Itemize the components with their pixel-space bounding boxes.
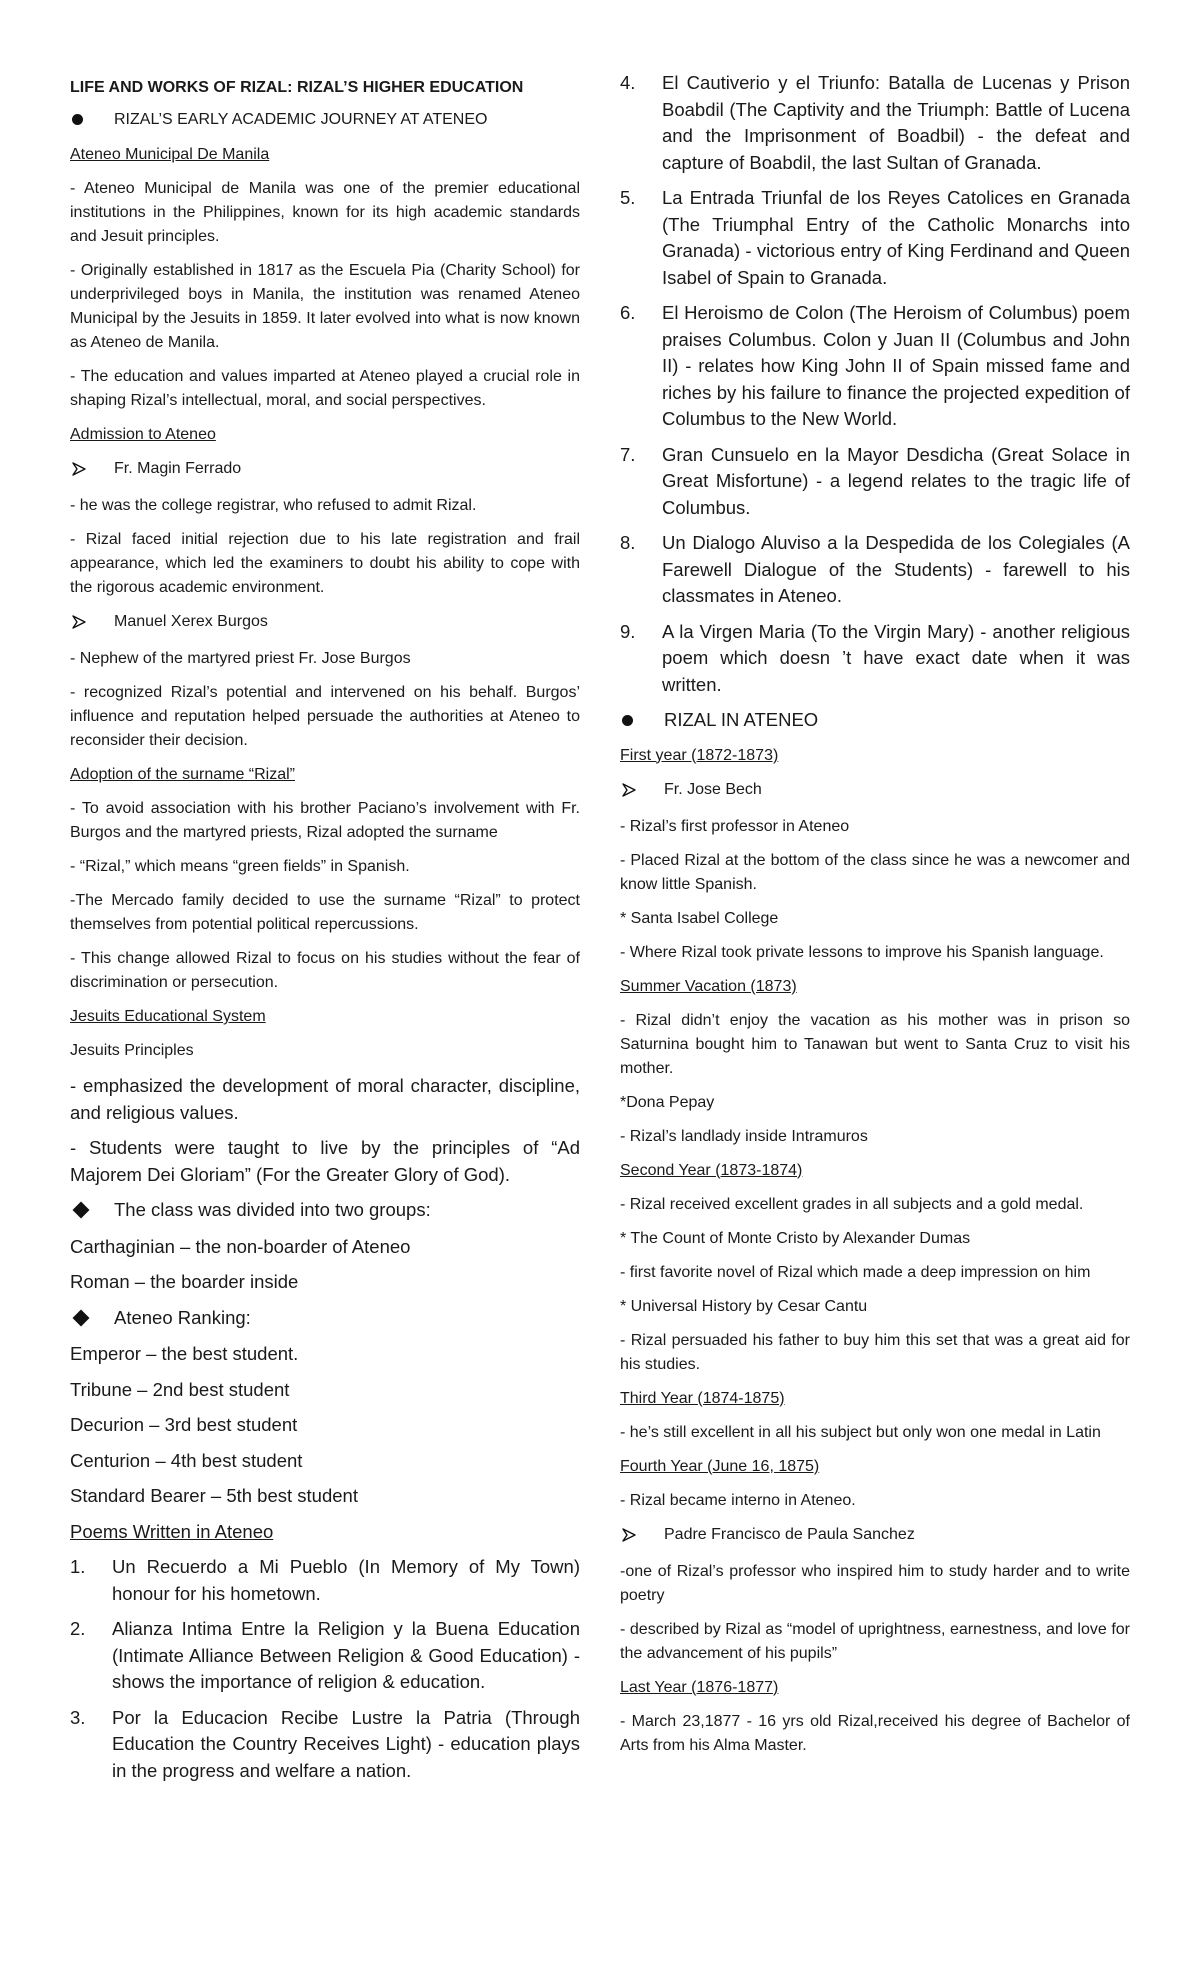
left-column <box>70 76 580 1793</box>
subheading-second-year: Second Year (1873-1874) <box>620 1161 803 1179</box>
paragraph: - described by Rizal as “model of uprightness, earnestness, and love for the advancement of his pupils” <box>620 1620 1130 1662</box>
bullet-dot-icon <box>72 114 83 125</box>
paragraph: - Rizal’s landlady inside Intramuros <box>620 1127 868 1145</box>
diamond-bullet-groups: The class was divided into two groups: <box>70 1197 580 1224</box>
paragraph: - Rizal persuaded his father to buy him this set that was a great aid for his studies. <box>620 1331 1130 1373</box>
subheading-third-year: Third Year (1874-1875) <box>620 1389 785 1407</box>
arrow-bullet-icon <box>72 615 86 629</box>
paragraph: - first favorite novel of Rizal which made a deep impression on him <box>620 1263 1091 1281</box>
list-item: 7. Gran Cunsuelo en la Mayor Desdicha (Great Solace in Great Misfortune) - a legend relates to the tragic life of Columbus. <box>620 443 1130 518</box>
paragraph: - he’s still excellent in all his subject but only won one medal in Latin <box>620 1423 1101 1441</box>
list-item: 5. La Entrada Triunfal de los Reyes Catolices en Granada (The Triumphal Entry of the Catholic Monarchs into Granada) - victorious entry of King Ferdinand and Queen Isabel of Spain to Granada. <box>620 187 1130 288</box>
paragraph: - Where Rizal took private lessons to improve his Spanish language. <box>620 943 1104 961</box>
right-column <box>620 70 1130 1768</box>
paragraph: - To avoid association with his brother Paciano’s involvement with Fr. Burgos and the martyred priests, Rizal adopted the surname <box>70 800 580 841</box>
list-item: 6. El Heroismo de Colon (The Heroism of Columbus) poem praises Columbus. Colon y Juan II (Columbus and John II) - relates how King John II of Spain missed fame and riches by his failure to finance the projected expedition of Columbus to the New World. <box>620 302 1130 429</box>
subheading-last-year: Last Year (1876-1877) <box>620 1678 779 1696</box>
paragraph: - Placed Rizal at the bottom of the class since he was a newcomer and know little Spanish. <box>620 851 1130 893</box>
paragraph: - Rizal received excellent grades in all subjects and a gold medal. <box>620 1195 1084 1213</box>
list-item: Carthaginian – the non-boarder of Ateneo <box>70 1235 411 1257</box>
paragraph: * Universal History by Cesar Cantu <box>620 1297 868 1315</box>
list-item: 9. A la Virgen Maria (To the Virgin Mary) - another religious poem which doesn ’t have exact date when it was written. <box>620 620 1130 695</box>
arrow-bullet-icon <box>622 783 636 797</box>
section-heading-rizal-in-ateneo: RIZAL IN ATENEO <box>620 707 1130 734</box>
subheading-first-year: First year (1872-1873) <box>620 746 779 764</box>
paragraph: - March 23,1877 - 16 yrs old Rizal,received his degree of Bachelor of Arts from his Alma Master. <box>620 1712 1130 1754</box>
paragraph: -one of Rizal’s professor who inspired him to study harder and to write poetry <box>620 1562 1130 1604</box>
paragraph: - Ateneo Municipal de Manila was one of the premier educational institutions in the Philippines, known for its high academic standards and Jesuit principles. <box>70 180 580 245</box>
diamond-bullet-icon <box>73 1309 90 1326</box>
list-item: Decurion – 3rd best student <box>70 1414 298 1435</box>
arrow-bullet-icon <box>72 462 86 476</box>
paragraph: * The Count of Monte Cristo by Alexander Dumas <box>620 1229 971 1247</box>
subheading-jesuits: Jesuits Educational System <box>70 1008 266 1025</box>
subheading-fourth-year: Fourth Year (June 16, 1875) <box>620 1457 820 1475</box>
arrow-bullet-bech: Fr. Jose Bech <box>620 778 1130 805</box>
list-item: 8. Un Dialogo Aluviso a la Despedida de los Colegiales (A Farewell Dialogue of the Students) - farewell to his classmates in Ateneo. <box>620 532 1130 606</box>
list-item: 4. El Cautiverio y el Triunfo: Batalla de Lucenas y Prison Boabdil (The Captivity and the Triumph: Battle of Lucena and the Imprisonment of Boadbil) - the defeat and capture of Boabdil, the last Sultan of Granada. <box>620 72 1130 173</box>
list-item: 1. Un Recuerdo a Mi Pueblo (In Memory of My Town) honour for his hometown. <box>70 1556 580 1604</box>
paragraph: - The education and values imparted at Ateneo played a crucial role in shaping Rizal’s intellectual, moral, and social perspectives. <box>70 368 580 409</box>
list-item: Tribune – 2nd best student <box>70 1378 290 1400</box>
paragraph: - Rizal became interno in Ateneo. <box>620 1491 856 1509</box>
list-item: Centurion – 4th best student <box>70 1449 303 1471</box>
paragraph: - Originally established in 1817 as the Escuela Pia (Charity School) for underprivileged boys in Manila, the institution was renamed Ateneo Municipal by the Jesuits in 1859. It later evolved into what is now known as Ateneo de Manila. <box>70 262 580 351</box>
diamond-bullet-ranking: Ateneo Ranking: <box>70 1305 580 1332</box>
subheading-ateneo: Ateneo Municipal De Manila <box>70 146 270 163</box>
paragraph: - recognized Rizal’s potential and intervened on his behalf. Burgos’ influence and reputation helped persuade the authorities at Ateneo to reconsider their decision. <box>70 684 580 749</box>
subheading-poems: Poems Written in Ateneo <box>70 1520 274 1542</box>
list-item: 3. Por la Educacion Recibe Lustre la Patria (Through Education the Country Receives Light) - education plays in the progress and welfare a nation. <box>70 1706 580 1781</box>
paragraph: -The Mercado family decided to use the surname “Rizal” to protect themselves from potential political repercussions. <box>70 892 580 933</box>
arrow-bullet-sanchez: Padre Francisco de Paula Sanchez <box>620 1523 1130 1550</box>
paragraph: *Dona Pepay <box>620 1093 715 1111</box>
paragraph: - emphasized the development of moral character, discipline, and religious values. <box>70 1075 580 1123</box>
paragraph: - Rizal didn’t enjoy the vacation as his mother was in prison so Saturnina bought him to Tanawan but went to Santa Cruz to visit his mother. <box>620 1011 1130 1077</box>
diamond-bullet-icon <box>73 1202 90 1219</box>
list-item: 2. Alianza Intima Entre la Religion y la Buena Education (Intimate Alliance Between Religion & Good Education) - shows the importance of religion & education. <box>70 1618 580 1692</box>
arrow-bullet-icon <box>622 1528 636 1542</box>
paragraph: - Students were taught to live by the principles of “Ad Majorem Dei Gloriam” (For the Greater Glory of God). <box>70 1137 580 1185</box>
page-title: LIFE AND WORKS OF RIZAL: RIZAL’S HIGHER EDUCATION <box>70 79 524 96</box>
arrow-bullet-burgos: Manuel Xerex Burgos <box>70 610 580 637</box>
paragraph: - This change allowed Rizal to focus on his studies without the fear of discrimination or persecution. <box>70 950 580 991</box>
subheading-admission: Admission to Ateneo <box>70 426 216 443</box>
list-item: Standard Bearer – 5th best student <box>70 1485 358 1506</box>
paragraph: * Santa Isabel College <box>620 909 779 927</box>
section-heading-early-journey: RIZAL’S EARLY ACADEMIC JOURNEY AT ATENEO <box>70 108 580 133</box>
subheading-summer: Summer Vacation (1873) <box>620 977 797 995</box>
paragraph: - Nephew of the martyred priest Fr. Jose Burgos <box>70 650 411 667</box>
subheading-surname: Adoption of the surname “Rizal” <box>70 766 295 783</box>
list-item: Emperor – the best student. <box>70 1343 299 1364</box>
list-item: Roman – the boarder inside <box>70 1271 299 1292</box>
paragraph: - “Rizal,” which means “green fields” in Spanish. <box>70 858 410 875</box>
paragraph: - Rizal’s first professor in Ateneo <box>620 817 850 835</box>
paragraph: - he was the college registrar, who refused to admit Rizal. <box>70 497 477 514</box>
arrow-bullet-ferrado: Fr. Magin Ferrado <box>70 457 580 484</box>
paragraph: - Rizal faced initial rejection due to his late registration and frail appearance, which led the examiners to doubt his ability to cope with the rigorous academic environment. <box>70 531 580 596</box>
subheading-principles: Jesuits Principles <box>70 1042 194 1059</box>
bullet-dot-icon <box>622 715 633 726</box>
